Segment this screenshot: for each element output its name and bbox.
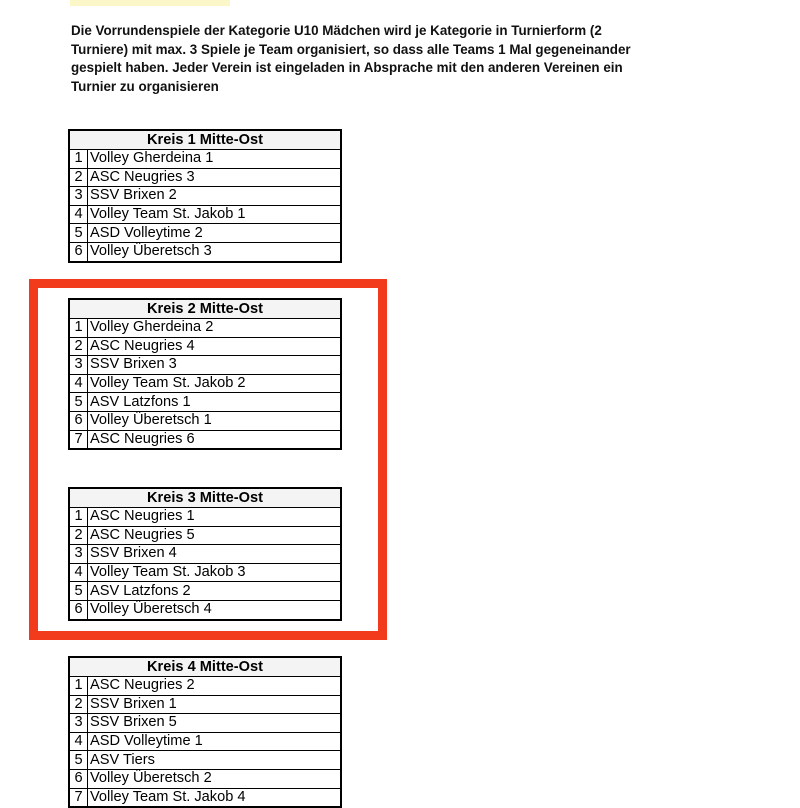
kreis-1-table: [68, 129, 342, 263]
row-number: 3: [69, 356, 88, 375]
intro-paragraph: [71, 22, 711, 96]
row-number: 4: [69, 732, 88, 751]
row-number: 4: [69, 563, 88, 582]
team-name: ASV Latzfons 2: [88, 582, 342, 601]
row-number: 2: [69, 168, 88, 187]
row-number: 2: [69, 695, 88, 714]
table-row: [69, 788, 341, 807]
row-number: 6: [69, 600, 88, 619]
table-header-row: [69, 130, 341, 150]
table-row: [69, 205, 341, 224]
table-row: [69, 769, 341, 788]
top-highlight-strip: [70, 0, 230, 6]
table-row: [69, 242, 341, 261]
row-number: 6: [69, 242, 88, 261]
row-number: 5: [69, 224, 88, 243]
highlight-box: [29, 279, 387, 640]
team-name: Volley Überetsch 4: [88, 600, 342, 619]
team-name: SSV Brixen 2: [88, 187, 342, 206]
row-number: 1: [69, 319, 88, 338]
team-name: Volley Team St. Jakob 1: [88, 205, 342, 224]
team-name: Volley Team St. Jakob 3: [88, 563, 342, 582]
row-number: 5: [69, 582, 88, 601]
team-name: Volley Überetsch 2: [88, 769, 342, 788]
row-number: 6: [69, 411, 88, 430]
table-row: [69, 168, 341, 187]
row-number: 7: [69, 788, 88, 807]
row-number: 4: [69, 205, 88, 224]
team-name: ASC Neugries 2: [88, 677, 342, 696]
kreis-4-table: [68, 656, 342, 808]
intro-line: Turniere) mit max. 3 Spiele je Team organisiert, so dass alle Teams 1 Mal gegeneinander: [71, 41, 631, 57]
row-number: 3: [69, 187, 88, 206]
team-name: ASV Latzfons 1: [88, 393, 342, 412]
row-number: 2: [69, 337, 88, 356]
team-name: ASD Volleytime 1: [88, 732, 342, 751]
table-title: Kreis 3 Mitte-Ost: [69, 488, 341, 508]
team-name: SSV Brixen 5: [88, 714, 342, 733]
intro-line: gespielt haben. Jeder Verein ist eingeladen in Absprache mit den anderen Vereinen ein: [71, 60, 623, 75]
team-name: ASC Neugries 4: [88, 337, 342, 356]
team-name: ASV Tiers: [88, 751, 342, 770]
row-number: 7: [69, 430, 88, 449]
table-row: [69, 714, 341, 733]
team-name: ASC Neugries 3: [88, 168, 342, 187]
row-number: 5: [69, 393, 88, 412]
table-title: Kreis 1 Mitte-Ost: [69, 130, 341, 150]
table-row: [69, 224, 341, 243]
row-number: 3: [69, 714, 88, 733]
team-name: ASD Volleytime 2: [88, 224, 342, 243]
table-row: [69, 732, 341, 751]
row-number: 1: [69, 150, 88, 169]
team-name: SSV Brixen 4: [88, 545, 342, 564]
table-row: [69, 150, 341, 169]
table-row: [69, 695, 341, 714]
table-title: Kreis 4 Mitte-Ost: [69, 657, 341, 677]
team-name: ASC Neugries 1: [88, 508, 342, 527]
team-name: Volley Team St. Jakob 4: [88, 788, 342, 807]
row-number: 2: [69, 526, 88, 545]
team-name: Volley Gherdeina 2: [88, 319, 342, 338]
table-header-row: [69, 657, 341, 677]
row-number: 1: [69, 677, 88, 696]
table-row: [69, 187, 341, 206]
team-name: ASC Neugries 6: [88, 430, 342, 449]
row-number: 6: [69, 769, 88, 788]
team-name: Volley Gherdeina 1: [88, 150, 342, 169]
table-row: [69, 677, 341, 696]
team-name: Volley Überetsch 3: [88, 242, 342, 261]
team-name: SSV Brixen 3: [88, 356, 342, 375]
team-name: SSV Brixen 1: [88, 695, 342, 714]
table-title: Kreis 2 Mitte-Ost: [69, 299, 341, 319]
team-name: Volley Team St. Jakob 2: [88, 374, 342, 393]
row-number: 1: [69, 508, 88, 527]
row-number: 4: [69, 374, 88, 393]
intro-line: Die Vorrundenspiele der Kategorie U10 Mädchen wird je Kategorie in Turnierform (2: [71, 23, 602, 38]
team-name: Volley Überetsch 1: [88, 411, 342, 430]
table-row: [69, 751, 341, 770]
row-number: 5: [69, 751, 88, 770]
row-number: 3: [69, 545, 88, 564]
intro-line: Turnier zu organisieren: [71, 78, 219, 94]
team-name: ASC Neugries 5: [88, 526, 342, 545]
